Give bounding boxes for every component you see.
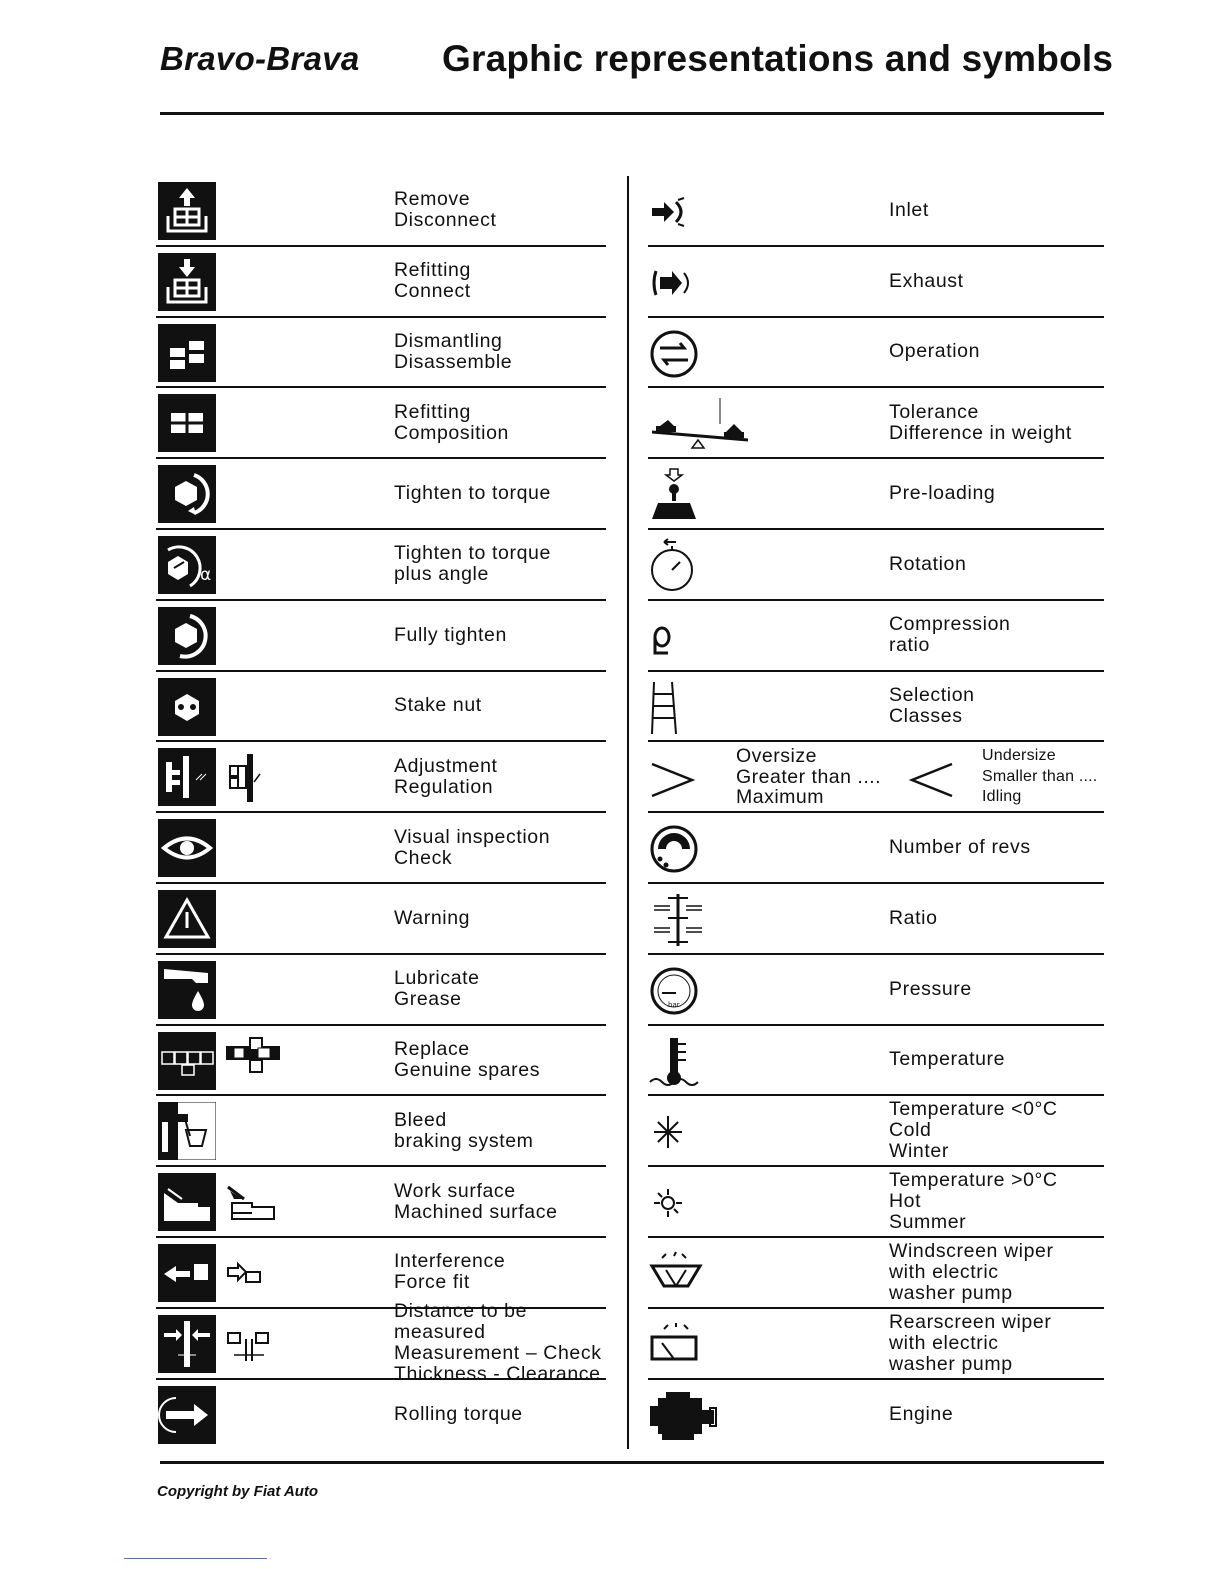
- symbol-label: Refitting Composition: [394, 400, 509, 444]
- stake-nut-icon: [158, 678, 216, 736]
- left-symbol-column: [156, 176, 606, 1450]
- snowflake-icon: [648, 1104, 704, 1160]
- symbol-label: Tighten to torque: [394, 482, 551, 505]
- fiat-logo-outline-icon: [224, 1036, 280, 1088]
- symbol-row: [156, 1026, 606, 1097]
- symbol-label: Remove Disconnect: [394, 188, 497, 232]
- symbol-label: Temperature <0°C Cold Winter: [889, 1098, 1058, 1163]
- symbol-row: [156, 601, 606, 672]
- fiat-logo-icon: [158, 1032, 216, 1090]
- bottom-rule: [160, 1461, 1104, 1464]
- symbol-label: Inlet: [889, 198, 929, 221]
- symbol-row: [648, 1026, 1104, 1097]
- symbol-row: [648, 176, 1104, 247]
- ladder-icon: [648, 680, 704, 736]
- symbol-label: Number of revs: [889, 836, 1031, 859]
- refit-connect-icon: [158, 253, 216, 311]
- oil-drop-icon: [158, 961, 216, 1019]
- oversize-label: Oversize Greater than .... Maximum: [736, 745, 882, 809]
- eye-icon: [158, 819, 216, 877]
- symbol-label: Operation: [889, 340, 981, 363]
- symbol-row: [156, 1167, 606, 1238]
- symbol-label: Refitting Connect: [394, 259, 471, 303]
- symbol-row-compare: [648, 742, 1104, 813]
- symbol-label: Bleed braking system: [394, 1108, 534, 1152]
- torque-icon: [158, 465, 216, 523]
- symbol-row: [648, 813, 1104, 884]
- symbol-label: Stake nut: [394, 694, 482, 717]
- symbol-label: Pressure: [889, 977, 972, 1000]
- adjustment-outline-icon: [224, 752, 280, 804]
- force-fit-icon: [158, 1244, 216, 1302]
- symbol-row: [648, 318, 1104, 389]
- symbol-label: Warning: [394, 906, 471, 929]
- column-divider: [627, 176, 629, 1449]
- symbol-label: Visual inspection Check: [394, 825, 551, 869]
- revs-icon: [648, 821, 704, 877]
- gauge-unit-label: bar: [668, 1000, 680, 1009]
- symbol-row: [156, 530, 606, 601]
- symbol-label: Pre-loading: [889, 482, 996, 505]
- symbol-row: [156, 388, 606, 459]
- symbol-label: Windscreen wiper with electric washer pump: [889, 1239, 1054, 1304]
- torque-angle-icon: [158, 536, 216, 594]
- force-fit-outline-icon: [224, 1248, 280, 1300]
- symbol-row: [156, 742, 606, 813]
- rear-wiper-icon: [648, 1317, 704, 1373]
- symbol-label: Rearscreen wiper with electric washer pump: [889, 1310, 1052, 1375]
- symbol-row: [648, 884, 1104, 955]
- symbol-row: [648, 247, 1104, 318]
- rho-icon: [648, 609, 704, 665]
- fully-tighten-icon: [158, 607, 216, 665]
- symbol-label: Interference Force fit: [394, 1250, 506, 1294]
- symbol-label: Dismantling Disassemble: [394, 329, 513, 373]
- symbol-label: Selection Classes: [889, 683, 975, 727]
- top-rule: [160, 112, 1104, 115]
- undersize-label: Undersize Smaller than .... Idling: [982, 747, 1098, 806]
- less-than-icon: [906, 756, 956, 800]
- symbol-row: [156, 1096, 606, 1167]
- symbol-row: [156, 672, 606, 743]
- symbol-row: [648, 459, 1104, 530]
- right-symbol-column: [648, 176, 1104, 1450]
- symbol-row: [648, 672, 1104, 743]
- brand-title: Bravo-Brava: [160, 40, 360, 77]
- symbol-label: Temperature: [889, 1048, 1006, 1071]
- symbol-row: [156, 1300, 606, 1386]
- symbol-row: [156, 1238, 606, 1309]
- adjustment-icon: [158, 748, 216, 806]
- symbol-label: Tighten to torque plus angle: [394, 542, 551, 586]
- symbol-label: Rolling torque: [394, 1403, 523, 1426]
- bleed-icon: [158, 1102, 216, 1160]
- symbol-label: Adjustment Regulation: [394, 754, 498, 798]
- gear-ratio-icon: [648, 892, 704, 948]
- symbol-row: [156, 884, 606, 955]
- symbol-label: Work surface Machined surface: [394, 1179, 558, 1223]
- symbol-row: [156, 813, 606, 884]
- symbol-row: [156, 318, 606, 389]
- symbol-row: [648, 530, 1104, 601]
- symbol-label: Replace Genuine spares: [394, 1037, 541, 1081]
- symbol-label: Lubricate Grease: [394, 967, 480, 1011]
- symbol-row: [156, 459, 606, 530]
- warning-icon: [158, 890, 216, 948]
- measurement-icon: [158, 1315, 216, 1373]
- symbol-label: Ratio: [889, 906, 938, 929]
- measurement-outline-icon: [224, 1319, 280, 1371]
- greater-than-icon: [648, 756, 698, 800]
- symbol-label: Engine: [889, 1403, 954, 1426]
- symbol-row: [648, 955, 1104, 1026]
- rotation-icon: [648, 538, 704, 594]
- inlet-icon: [648, 184, 704, 240]
- engine-icon: [648, 1388, 720, 1444]
- symbol-row: [648, 1238, 1104, 1309]
- rolling-torque-icon: [158, 1386, 216, 1444]
- symbol-row: [648, 388, 1104, 459]
- symbol-row: [156, 176, 606, 247]
- exhaust-icon: [648, 255, 704, 311]
- symbol-label: Rotation: [889, 552, 967, 575]
- symbol-row: [648, 601, 1104, 672]
- svg-text:α: α: [200, 564, 212, 585]
- thermometer-icon: [648, 1034, 704, 1090]
- symbol-row: [648, 1096, 1104, 1167]
- symbol-row: [648, 1380, 1104, 1451]
- dismantle-icon: [158, 324, 216, 382]
- operation-icon: [648, 326, 704, 382]
- work-surface-icon: [158, 1173, 216, 1231]
- symbol-label: Distance to be measured Measurement – Check Thickness - Clearance: [394, 1300, 602, 1386]
- footer-link-line: [124, 1558, 267, 1559]
- symbol-row: [648, 1309, 1104, 1380]
- work-surface-outline-icon: [224, 1177, 280, 1229]
- scale-icon: [648, 396, 758, 452]
- page-title: Graphic representations and symbols: [442, 38, 1114, 79]
- copyright-footer: Copyright by Fiat Auto: [157, 1483, 319, 1500]
- symbol-label: Compression ratio: [889, 613, 1011, 657]
- windscreen-wiper-icon: [648, 1246, 704, 1302]
- symbol-row: [648, 1167, 1104, 1238]
- sun-icon: [648, 1175, 704, 1231]
- symbol-label: Fully tighten: [394, 623, 507, 646]
- symbol-label: Tolerance Difference in weight: [889, 400, 1072, 444]
- pressure-gauge-icon: [648, 963, 704, 1019]
- symbol-label: Exhaust: [889, 269, 964, 292]
- composition-icon: [158, 394, 216, 452]
- symbol-row: [156, 955, 606, 1026]
- remove-icon: [158, 182, 216, 240]
- symbol-row: [156, 247, 606, 318]
- symbol-label: Temperature >0°C Hot Summer: [889, 1169, 1058, 1234]
- symbol-row: [156, 1380, 606, 1451]
- preload-icon: [648, 467, 704, 523]
